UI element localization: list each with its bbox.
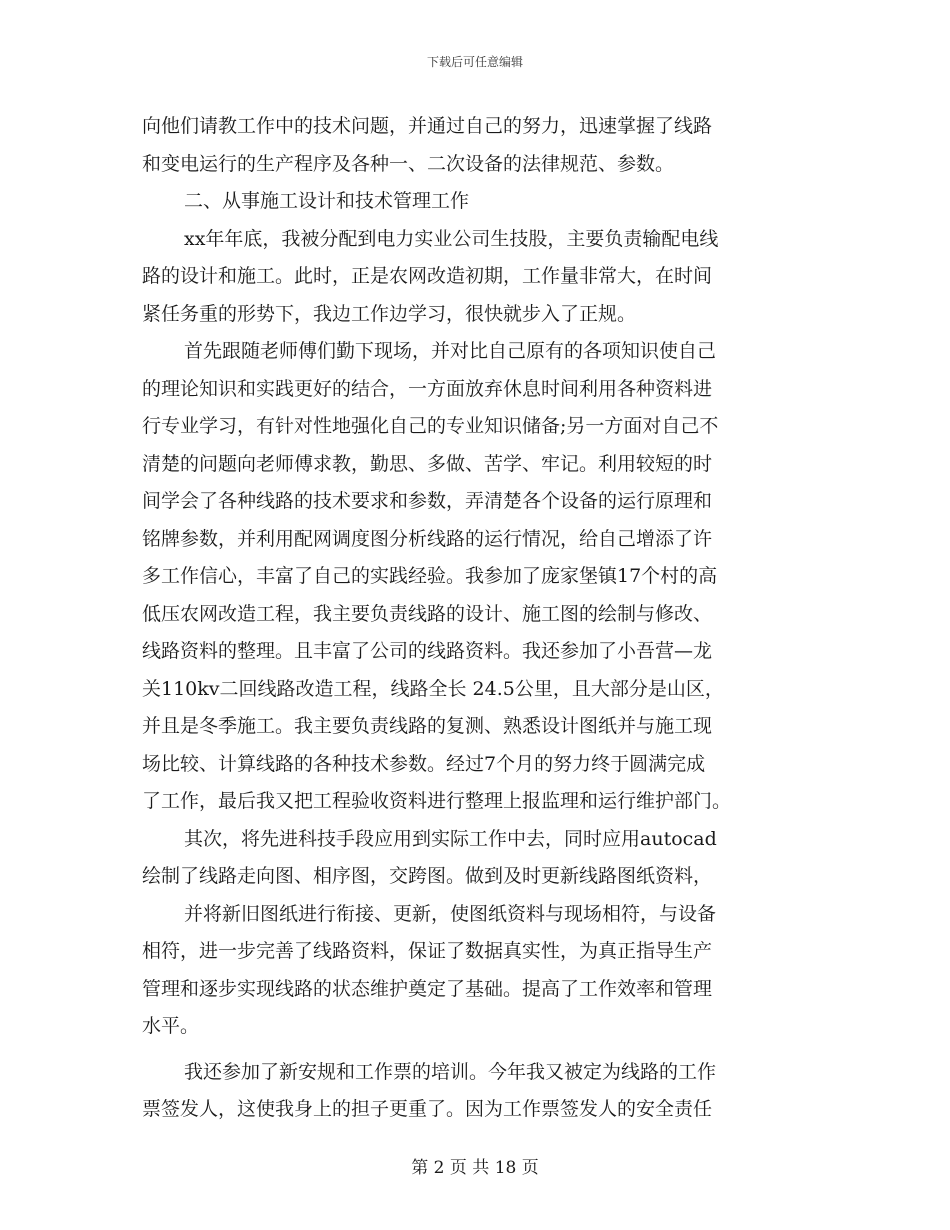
text-line: 低压农网改造工程，我主要负责线路的设计、施工图的绘制与修改、 (142, 602, 713, 625)
text-line: xx年年底，我被分配到电力实业公司生技股，主要负责输配电线 (184, 227, 719, 250)
text-line: 行专业学习，有针对性地强化自己的专业知识储备;另一方面对自己不 (142, 415, 719, 437)
text-line: 并且是冬季施工。我主要负责线路的复测、熟悉设计图纸并与施工现 (142, 715, 713, 737)
text-line: 关110kv二回线路改造工程，线路全长 24.5公里，且大部分是山区， (142, 677, 724, 700)
text-line: 水平。 (142, 1015, 200, 1037)
text-line: 票签发人，这使我身上的担子更重了。因为工作票签发人的安全责任 (142, 1098, 713, 1120)
section-heading: 二、从事施工设计和技术管理工作 (184, 190, 470, 212)
text-line: 清楚的问题向老师傅求教，勤思、多做、苦学、牢记。利用较短的时 (142, 452, 713, 475)
page-header: 下载后可任意编辑 (426, 55, 523, 69)
text-line: 相符，进一步完善了线路资料，保证了数据真实性，为真正指导生产 (142, 940, 713, 962)
text-line: 铭牌参数，并利用配网调度图分析线路的运行情况，给自己增添了许 (142, 527, 713, 550)
text-line: 管理和逐步实现线路的状态维护奠定了基础。提高了工作效率和管理 (142, 977, 713, 1000)
text-line: 绘制了线路走向图、相序图，交跨图。做到及时更新线路图纸资料， (142, 865, 713, 887)
text-line: 我还参加了新安规和工作票的培训。今年我又被定为线路的工作 (184, 1060, 717, 1083)
text-line: 多工作信心，丰富了自己的实践经验。我参加了庞家堡镇17个村的高 (142, 565, 718, 587)
document-body (142, 108, 812, 1129)
text-line: 线路资料的整理。且丰富了公司的线路资料。我还参加了小吾营—龙 (142, 640, 713, 662)
text-line: 紧任务重的形势下，我边工作边学习，很快就步入了正规。 (142, 302, 637, 325)
paragraph-gap (142, 1046, 812, 1054)
text-line: 和变电运行的生产程序及各种一、二次设备的法律规范、参数。 (142, 152, 675, 175)
text-line: 间学会了各种线路的技术要求和参数，弄清楚各个设备的运行原理和 (142, 490, 713, 512)
text-line: 的理论知识和实践更好的结合，一方面放弃休息时间利用各种资料进 (142, 377, 713, 400)
text-line: 其次，将先进科技手段应用到实际工作中去，同时应用autocad (184, 827, 717, 850)
text-line: 路的设计和施工。此时，正是农网改造初期，工作量非常大，在时间 (142, 265, 713, 287)
text-line: 场比较、计算线路的各种技术参数。经过7个月的努力终于圆满完成 (142, 752, 706, 775)
text-line: 首先跟随老师傅们勤下现场，并对比自己原有的各项知识使自己 (184, 340, 717, 362)
text-line: 了工作，最后我又把工程验收资料进行整理上报监理和运行维护部门。 (142, 790, 732, 812)
text-line: 向他们请教工作中的技术问题，并通过自己的努力，迅速掌握了线路 (142, 115, 713, 137)
page-footer: 第 2 页 共 18 页 (411, 1158, 539, 1178)
text-line: 并将新旧图纸进行衔接、更新，使图纸资料与现场相符，与设备 (184, 902, 717, 925)
